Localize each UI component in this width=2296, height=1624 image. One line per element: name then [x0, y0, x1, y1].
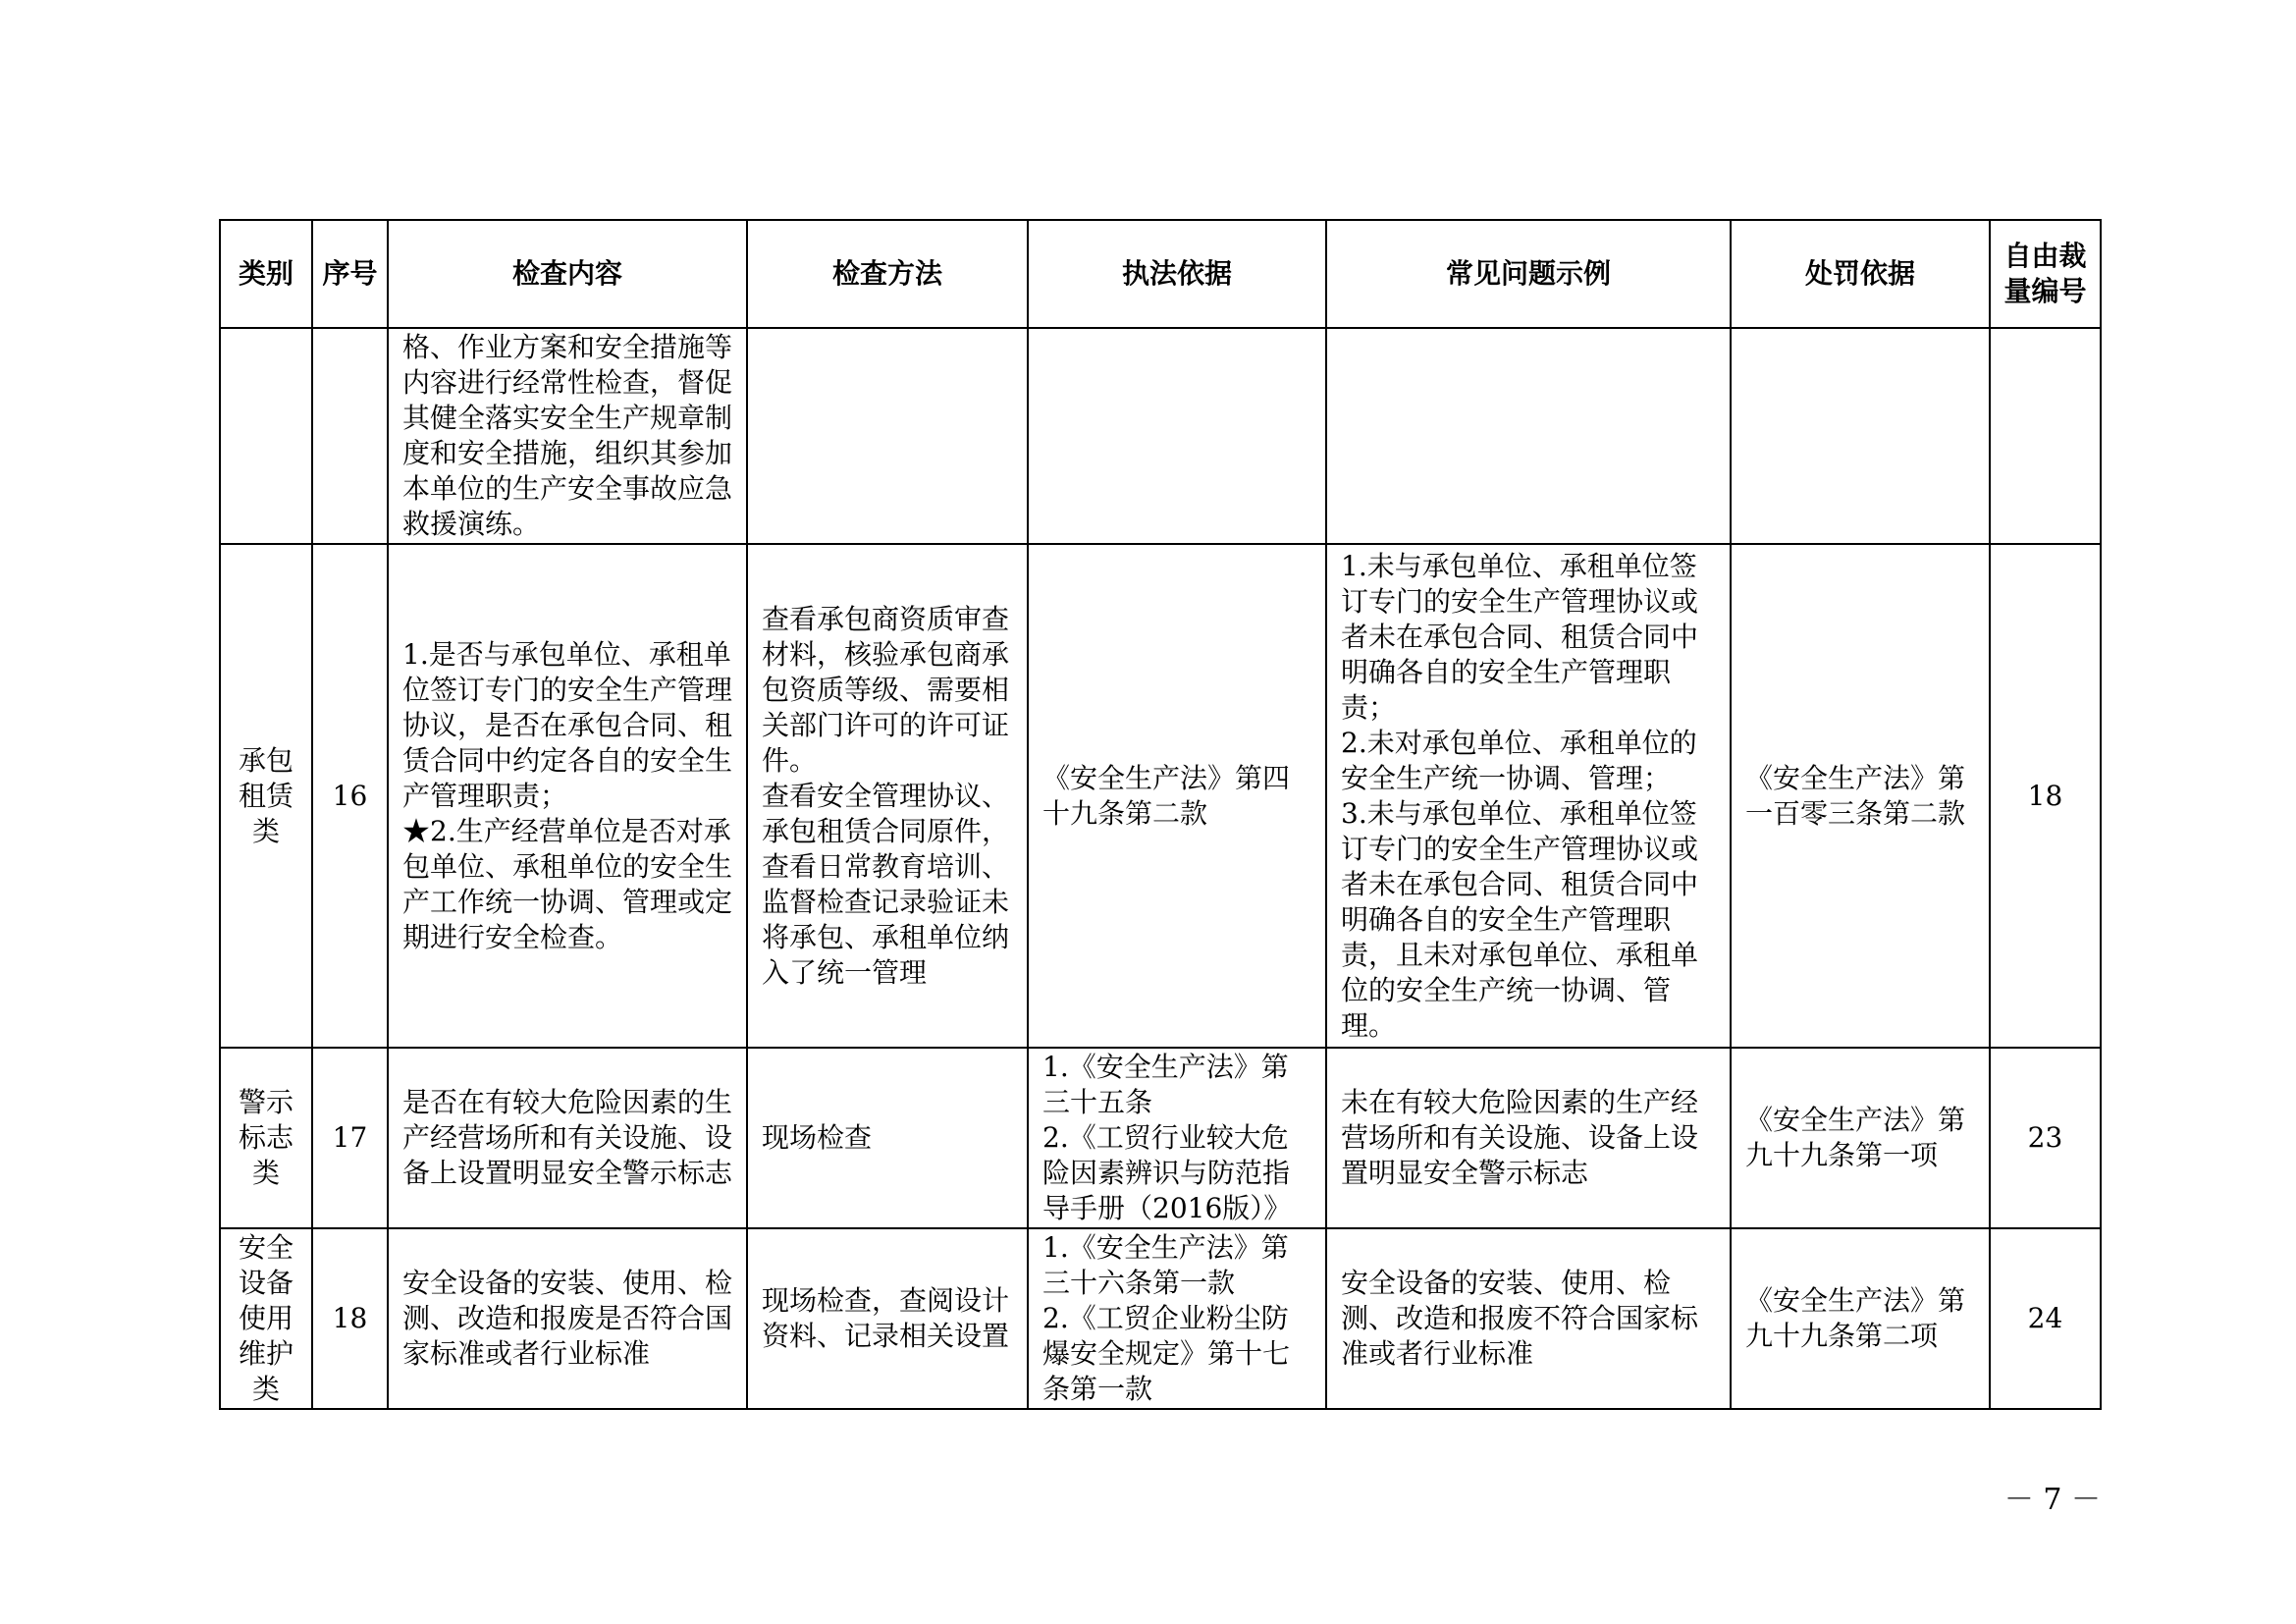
row-method: 现场检查 — [747, 1048, 1028, 1228]
row-examples: 安全设备的安装、使用、检测、改造和报废不符合国家标准或者行业标准 — [1326, 1228, 1731, 1409]
header-basis: 执法依据 — [1028, 220, 1326, 328]
row-content: 1.是否与承包单位、承租单位签订专门的安全生产管理协议，是否在承包合同、租赁合同中约定各自的安全生产管理职责； ★2.生产经营单位是否对承包单位、承租单位的安全生产工作统一协调、管理或定期进行安全检查。 — [388, 544, 747, 1048]
header-penalty: 处罚依据 — [1731, 220, 1990, 328]
row-no — [312, 328, 388, 544]
header-discretion: 自由裁量编号 — [1990, 220, 2101, 328]
row-discretion: 23 — [1990, 1048, 2101, 1228]
table-row — [220, 1048, 2101, 1228]
row-content: 是否在有较大危险因素的生产经营场所和有关设施、设备上设置明显安全警示标志 — [388, 1048, 747, 1228]
row-category: 承包租赁类 — [220, 544, 312, 1048]
row-method — [747, 328, 1028, 544]
row-no: 18 — [312, 1228, 388, 1409]
table-row — [220, 328, 2101, 544]
header-content: 检查内容 — [388, 220, 747, 328]
row-penalty: 《安全生产法》第九十九条第一项 — [1731, 1048, 1990, 1228]
row-discretion — [1990, 328, 2101, 544]
inspection-table — [219, 219, 2102, 1410]
row-discretion: 18 — [1990, 544, 2101, 1048]
row-penalty: 《安全生产法》第一百零三条第二款 — [1731, 544, 1990, 1048]
header-no: 序号 — [312, 220, 388, 328]
row-basis: 1.《安全生产法》第三十五条 2.《工贸行业较大危险因素辨识与防范指导手册（2016版）》 — [1028, 1048, 1326, 1228]
row-penalty — [1731, 328, 1990, 544]
row-basis: 《安全生产法》第四十九条第二款 — [1028, 544, 1326, 1048]
row-category — [220, 328, 312, 544]
row-examples: 未在有较大危险因素的生产经营场所和有关设施、设备上设置明显安全警示标志 — [1326, 1048, 1731, 1228]
header-row — [220, 220, 2101, 328]
table-row — [220, 544, 2101, 1048]
row-penalty: 《安全生产法》第九十九条第二项 — [1731, 1228, 1990, 1409]
table-row — [220, 1228, 2101, 1409]
row-discretion: 24 — [1990, 1228, 2101, 1409]
row-category: 警示标志类 — [220, 1048, 312, 1228]
row-no: 17 — [312, 1048, 388, 1228]
page-number: － 7 － — [2003, 1483, 2101, 1517]
row-basis — [1028, 328, 1326, 544]
header-category: 类别 — [220, 220, 312, 328]
row-content: 格、作业方案和安全措施等内容进行经常性检查，督促其健全落实安全生产规章制度和安全措施，组织其参加本单位的生产安全事故应急救援演练。 — [388, 328, 747, 544]
row-examples — [1326, 328, 1731, 544]
row-category: 安全设备使用维护类 — [220, 1228, 312, 1409]
row-content: 安全设备的安装、使用、检测、改造和报废是否符合国家标准或者行业标准 — [388, 1228, 747, 1409]
row-method: 查看承包商资质审查材料，核验承包商承包资质等级、需要相关部门许可的许可证件。 查看安全管理协议、承包租赁合同原件，查看日常教育培训、监督检查记录验证未将承包、承租单位纳入了统一管理 — [747, 544, 1028, 1048]
row-no: 16 — [312, 544, 388, 1048]
row-basis: 1.《安全生产法》第三十六条第一款 2.《工贸企业粉尘防爆安全规定》第十七条第一款 — [1028, 1228, 1326, 1409]
row-examples: 1.未与承包单位、承租单位签订专门的安全生产管理协议或者未在承包合同、租赁合同中明确各自的安全生产管理职责； 2.未对承包单位、承租单位的安全生产统一协调、管理； 3.未与承包单位、承租单位签订专门的安全生产管理协议或者未在承包合同、租赁合同中明确各自的安全生产管理职责，且未对承包单位、承租单位的安全生产统一协调、管理。 — [1326, 544, 1731, 1048]
header-examples: 常见问题示例 — [1326, 220, 1731, 328]
row-method: 现场检查，查阅设计资料、记录相关设置 — [747, 1228, 1028, 1409]
header-method: 检查方法 — [747, 220, 1028, 328]
